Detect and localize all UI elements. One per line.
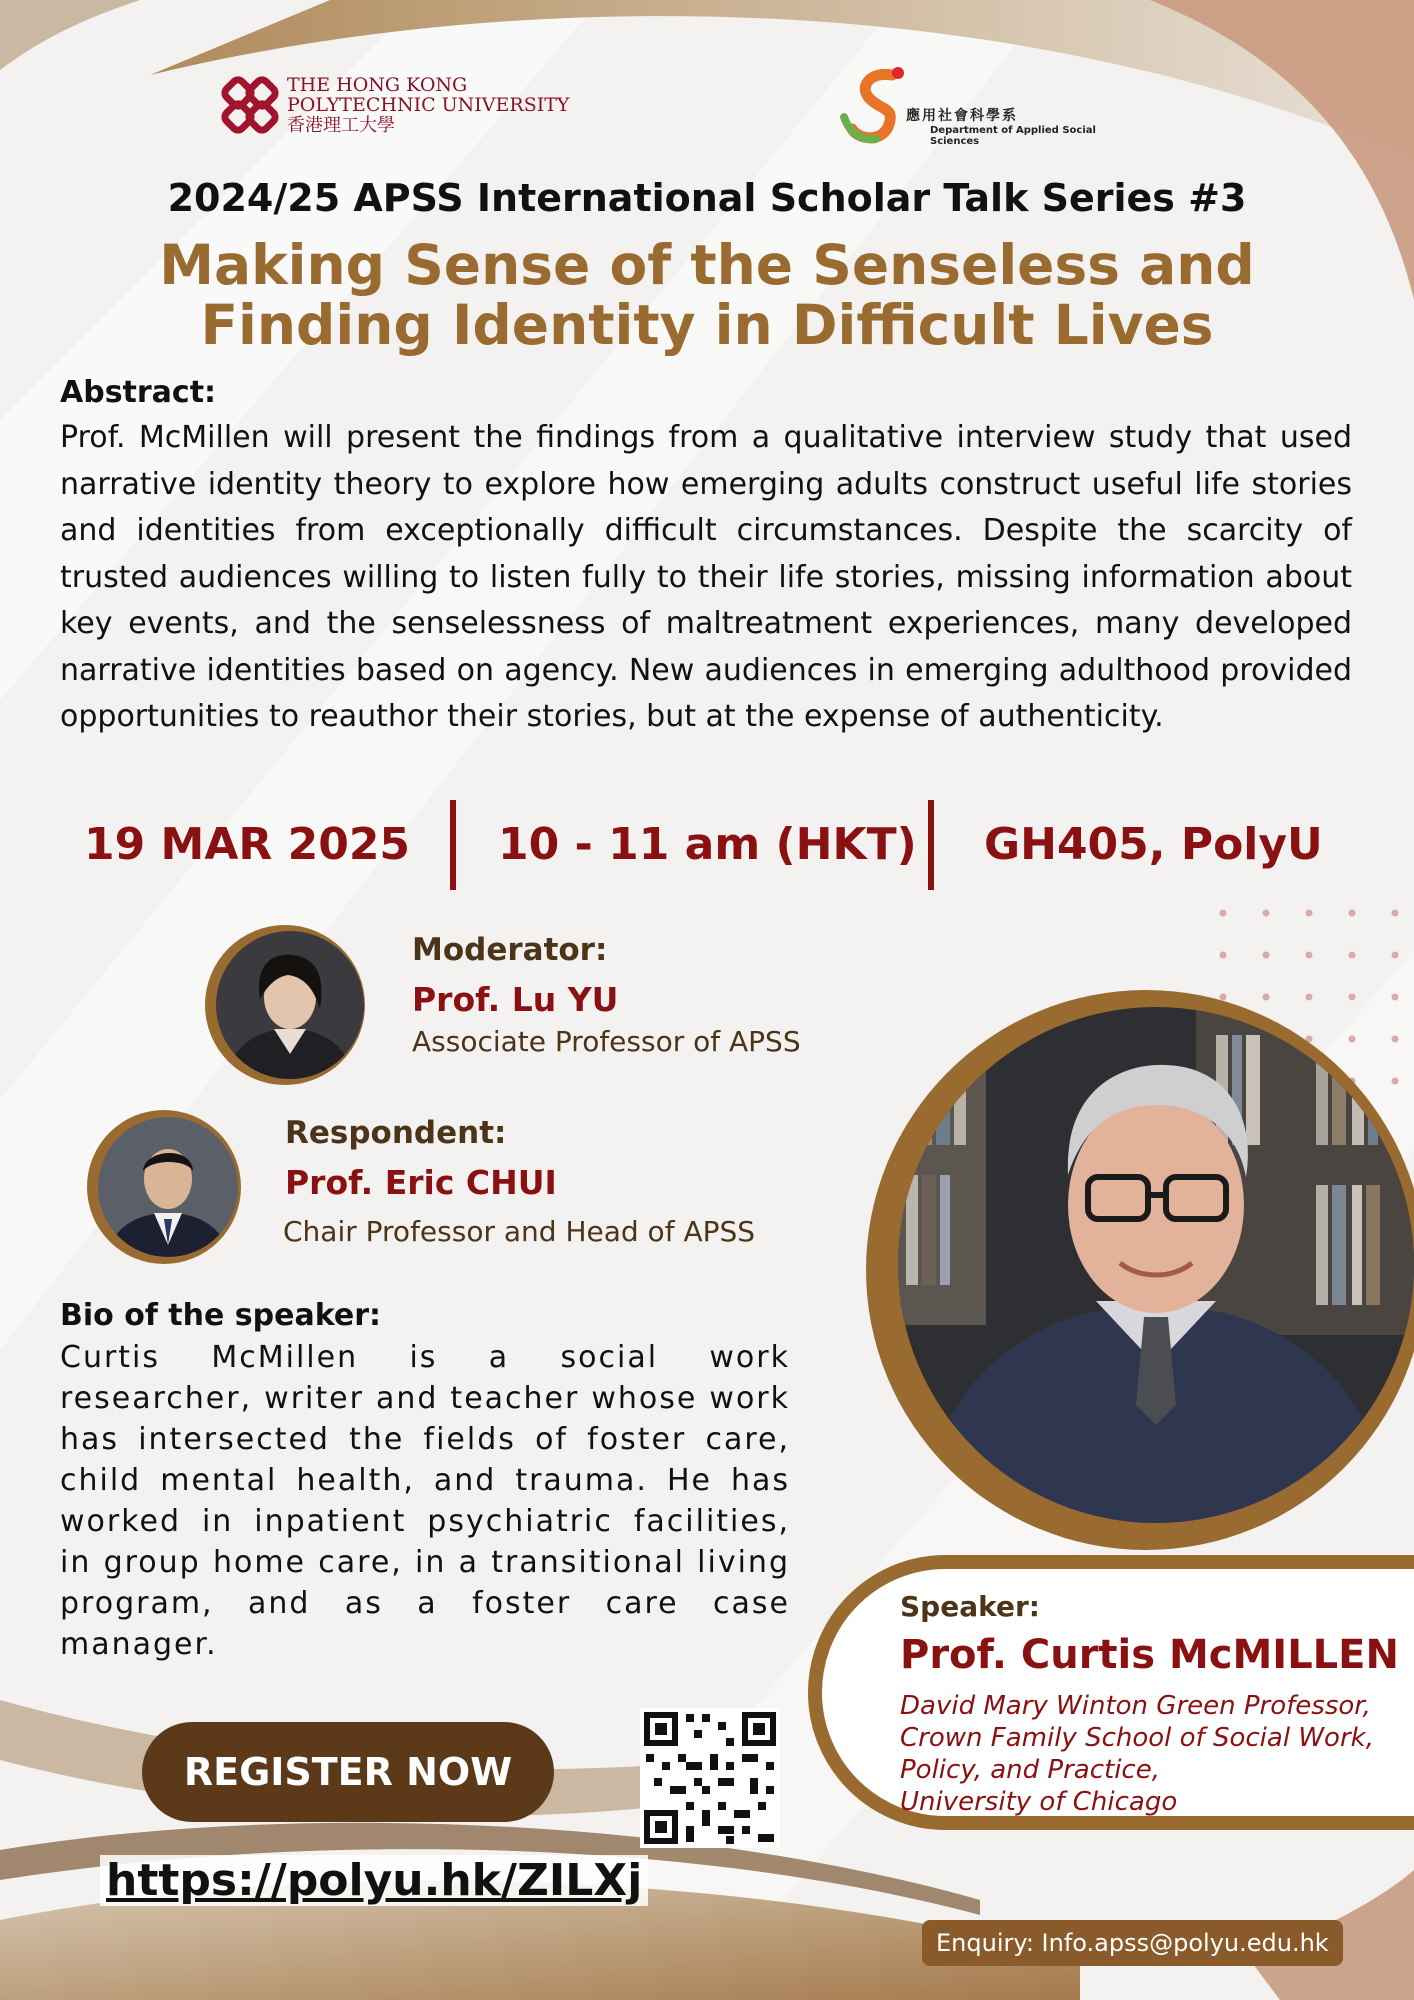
moderator-photo <box>214 929 366 1081</box>
speaker-affiliation-line: David Mary Winton Green Professor, <box>900 1691 1371 1721</box>
polyu-logo-line1: THE HONG KONG <box>287 74 468 96</box>
respondent-name: Prof. Eric CHUI <box>285 1163 557 1202</box>
respondent-title: Chair Professor and Head of APSS <box>283 1215 756 1248</box>
polyu-logo <box>215 70 575 140</box>
speaker-affiliation-line: Policy, and Practice, <box>900 1755 1160 1785</box>
abstract-body: Prof. McMillen will present the findings from a qualitative interview study that used narrative identity theory to explore how emerging adults construct useful life stories and identities from exceptionally difficult circumstances. Despite the scarcity of trusted audiences willing to listen fully to their life stories, missing information about key events, and the senselessness of maltreatment experiences, many developed narrative identities based on agency. New audiences in emerging adulthood provided opportunities to reauthor their stories, but at the expense of authenticity. <box>60 420 1352 734</box>
apss-logo-chinese: 應用社會科學系 <box>906 108 1018 124</box>
respondent-photo <box>96 1115 240 1259</box>
event-venue: GH405, PolyU <box>984 819 1323 870</box>
series-title: 2024/25 APSS International Scholar Talk Series #3 <box>167 176 1247 220</box>
event-date: 19 MAR 2025 <box>84 819 411 870</box>
talk-title-line2: Finding Identity in Difficult Lives <box>200 293 1214 357</box>
bio-heading: Bio of the speaker: <box>60 1298 382 1333</box>
divider <box>928 800 934 890</box>
apss-logo-english: Department of Applied Social Sciences <box>930 125 1096 147</box>
talk-title-line1: Making Sense of the Senseless and <box>159 233 1255 297</box>
speaker-affiliation <box>900 1690 1414 1818</box>
speaker-name: Prof. Curtis McMILLEN <box>900 1632 1399 1678</box>
moderator-title: Associate Professor of APSS <box>412 1025 801 1058</box>
event-time: 10 - 11 am (HKT) <box>498 819 917 870</box>
register-now-button[interactable]: REGISTER NOW <box>142 1722 554 1822</box>
enquiry-contact[interactable]: Enquiry: Info.apss@polyu.edu.hk <box>922 1920 1343 1966</box>
moderator-label: Moderator: <box>412 932 608 968</box>
polyu-logo-line2: POLYTECHNIC UNIVERSITY <box>287 94 570 116</box>
apss-logo <box>840 65 1140 145</box>
moderator-name: Prof. Lu YU <box>412 980 619 1019</box>
talk-title <box>60 235 1354 355</box>
registration-link[interactable]: https://polyu.hk/ZILXj <box>100 1855 648 1906</box>
speaker-affiliation-line: Crown Family School of Social Work, <box>900 1723 1374 1753</box>
event-details <box>60 800 1360 890</box>
divider <box>450 800 456 890</box>
qr-code-icon[interactable] <box>640 1708 780 1848</box>
polyu-logo-line3: 香港理工大學 <box>287 115 395 136</box>
speaker-label: Speaker: <box>900 1590 1040 1623</box>
speaker-photo <box>896 1005 1414 1525</box>
abstract-heading: Abstract: <box>60 375 217 410</box>
bio-body: Curtis McMillen is a social work researcher, writer and teacher whose work has intersected the fields of foster care, child mental health, and trauma. He has worked in inpatient psychiatric facilities, in group home care, in a transitional living program, and as a foster care case manager. <box>60 1340 790 1662</box>
speaker-affiliation-line: University of Chicago <box>900 1787 1178 1817</box>
respondent-label: Respondent: <box>285 1115 507 1151</box>
polyu-emblem-icon <box>215 70 285 140</box>
